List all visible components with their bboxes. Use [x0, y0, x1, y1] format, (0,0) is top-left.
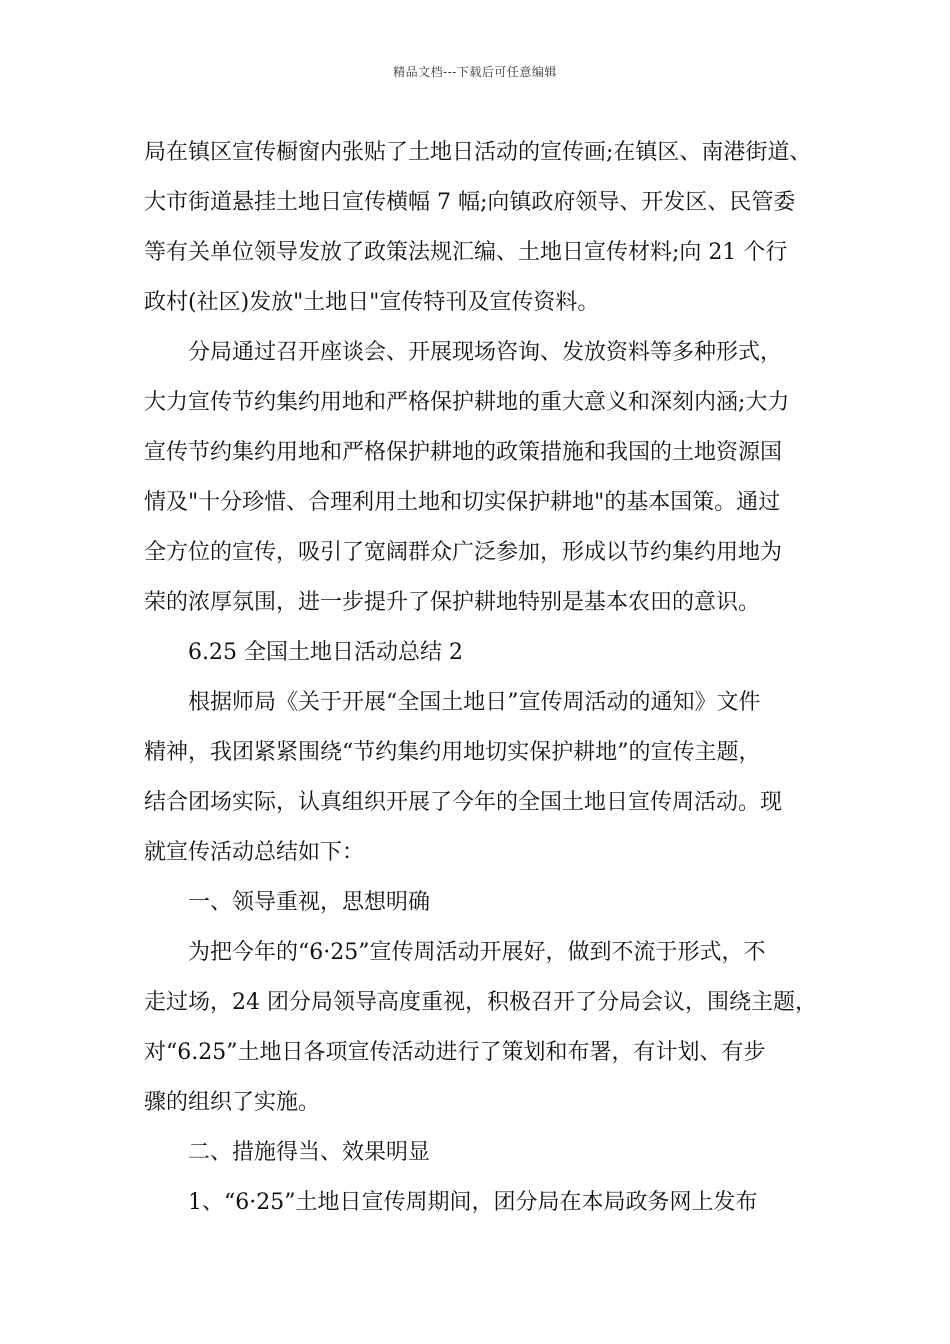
text-line: 政村(社区)发放"土地日"宣传特刊及宣传资料。 — [144, 290, 600, 315]
text-line: 6.25 全国土地日活动总结 2 — [188, 640, 463, 665]
text-line: 走过场，24 团分局领导高度重视，积极召开了分局会议，围绕主题， — [144, 990, 817, 1015]
text-line: 大市街道悬挂土地日宣传横幅 7 幅;向镇政府领导、开发区、民管委 — [144, 190, 796, 215]
text-line: 荣的浓厚氛围，进一步提升了保护耕地特别是基本农田的意识。 — [144, 590, 761, 615]
text-line: 情及"十分珍惜、合理利用土地和切实保护耕地"的基本国策。通过 — [144, 490, 781, 515]
text-line: 为把今年的“6·25”宣传周活动开展好，做到不流于形式，不 — [188, 940, 766, 965]
text-line: 根据师局《关于开展“全国土地日”宣传周活动的通知》文件 — [188, 690, 761, 715]
text-line: 骤的组织了实施。 — [144, 1090, 321, 1115]
text-line: 结合团场实际，认真组织开展了今年的全国土地日宣传周活动。现 — [144, 790, 783, 815]
text-line: 等有关单位领导发放了政策法规汇编、土地日宣传材料;向 21 个行 — [144, 240, 788, 265]
page-header: 精品文档---下载后可任意编辑 — [393, 65, 557, 79]
document-body — [144, 128, 817, 1228]
text-line: 就宣传活动总结如下： — [144, 840, 365, 865]
text-line: 大力宣传节约集约用地和严格保护耕地的重大意义和深刻内涵;大力 — [144, 390, 790, 415]
text-line: 分局通过召开座谈会、开展现场咨询、发放资料等多种形式， — [188, 340, 783, 365]
text-line: 局在镇区宣传橱窗内张贴了土地日活动的宣传画;在镇区、南港街道、 — [144, 140, 812, 165]
text-line: 宣传节约集约用地和严格保护耕地的政策措施和我国的土地资源国 — [144, 440, 783, 465]
text-line: 1、“6·25”土地日宣传周期间，团分局在本局政务网上发布 — [188, 1190, 758, 1215]
text-line: 一、领导重视，思想明确 — [188, 890, 431, 915]
text-line: 对“6.25”土地日各项宣传活动进行了策划和布署，有计划、有步 — [144, 1040, 766, 1065]
text-line: 二、措施得当、效果明显 — [188, 1140, 431, 1165]
text-line: 全方位的宣传，吸引了宽阔群众广泛参加，形成以节约集约用地为 — [144, 540, 783, 565]
text-line: 精神，我团紧紧围绕“节约集约用地切实保护耕地”的宣传主题， — [144, 740, 761, 765]
